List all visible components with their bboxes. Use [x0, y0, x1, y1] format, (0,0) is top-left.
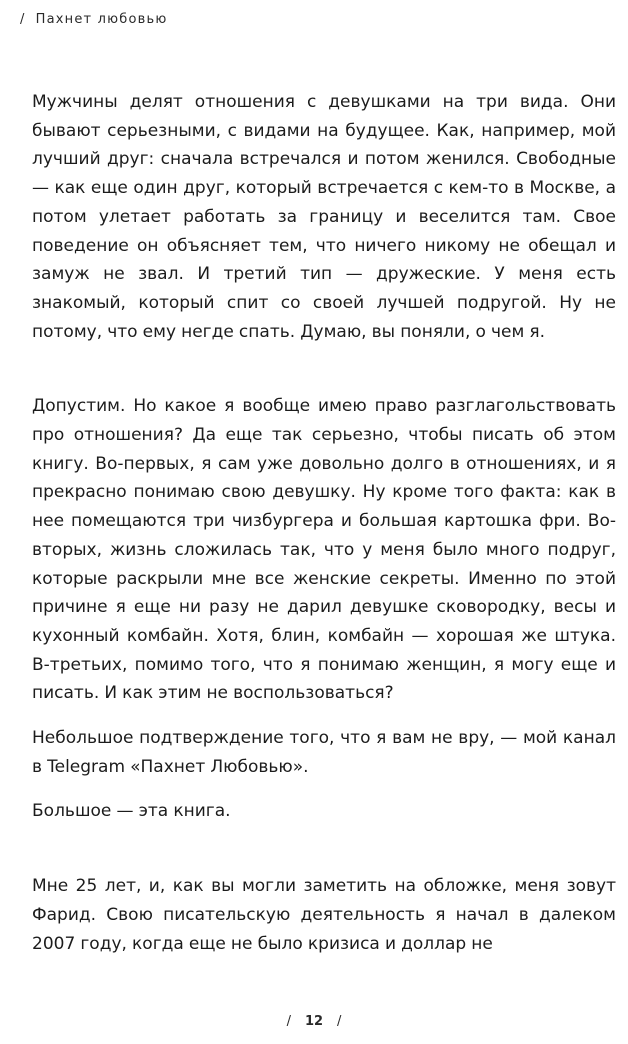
paragraph-4: Большое — эта книга. [32, 801, 231, 822]
paragraph-5: Мне 25 лет, и, как вы могли заметить на обложке, меня зовут Фарид. Свою писательскую деятельность я начал в далеком 2007 году, когда еще не было кризиса и доллар не [32, 876, 616, 954]
paragraph-2: Допустим. Но какое я вообще имею право разглагольствовать про отношения? Да еще так серьезно, чтобы писать об этом книгу. Во-первых, я сам уже довольно долго в отношениях, и я прекрасно понимаю свою девушку. Ну кроме того факта: как в нее помещаются три чизбургера и большая картошка фри. Во-вторых, жизнь сложилась так, что у меня было много подруг, которые раскрыли мне все женские секреты. Именно по этой причине я еще ни разу не дарил девушке сковородку, весы и кухонный комбайн. Хотя, блин, комбайн — хорошая же штука. В-третьих, помимо того, что я понимаю женщин, я могу еще и писать. И как этим не воспользоваться? [32, 396, 616, 704]
header-slash: / [20, 12, 26, 27]
page-footer [0, 1014, 628, 1029]
page-body [32, 88, 616, 958]
paragraph-3: Небольшое подтверждение того, что я вам не вру, — мой канал в Telegram «Пахнет Любовью». [32, 728, 616, 777]
paragraph-1: Мужчины делят отношения с девушками на три вида. Они бывают серьезными, с видами на будущее. Как, например, мой лучший друг: сначала встречался и потом женился. Свободные — как еще один друг, который встречается с кем-то в Москве, а потом улетает работать за границу и веселится там. Свое поведение он объясняет тем, что ничего никому не обещал и замуж не звал. И третий тип — дружеские. У меня есть знакомый, который спит со своей лучшей подругой. Ну не потому, что ему негде спать. Думаю, вы поняли, о чем я. [32, 92, 616, 342]
running-header [20, 12, 168, 27]
book-title: Пахнет любовью [35, 12, 168, 27]
footer-slash-left: / [286, 1014, 291, 1029]
footer-slash-right: / [337, 1014, 342, 1029]
page-number: 12 [304, 1014, 324, 1029]
